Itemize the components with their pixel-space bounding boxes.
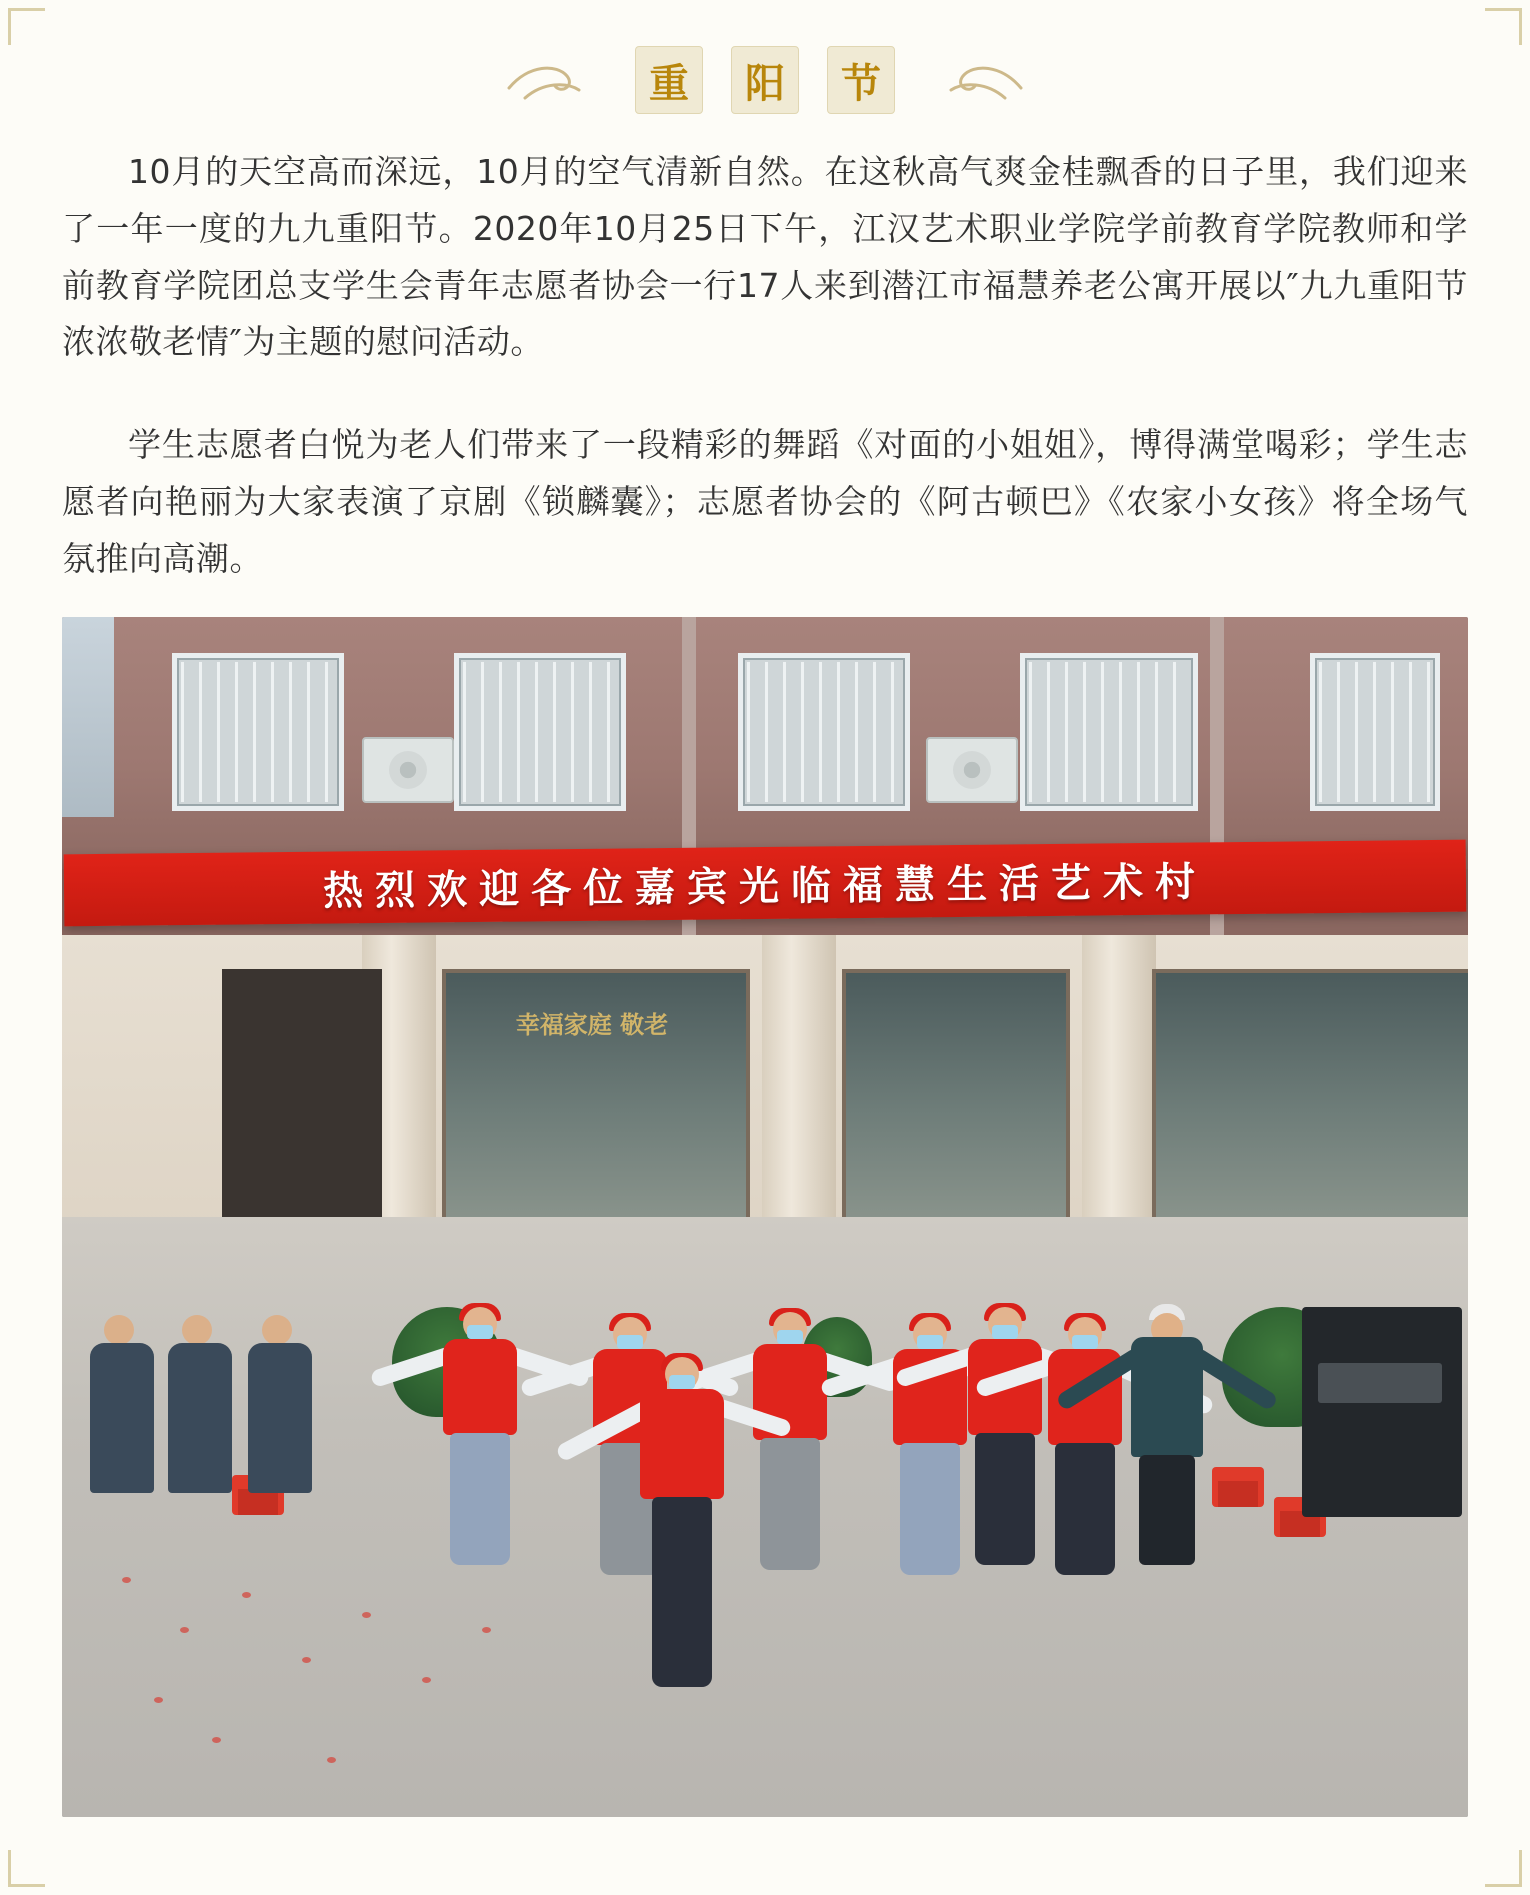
performer-legs [652,1497,712,1687]
performer-legs [975,1433,1035,1565]
swirl-ornament-left-icon [505,54,609,106]
corner-ornament-top-right [1485,8,1522,45]
title-char-3: 节 [827,46,895,114]
facade-pillar [762,935,836,1235]
red-volunteer-vest [640,1389,724,1499]
performer-legs [900,1443,960,1575]
building-window [1310,653,1440,811]
audience-person [90,1343,154,1493]
face-mask [1072,1335,1098,1349]
building-window [738,653,910,811]
face-mask [617,1335,643,1349]
facade-pillar [1082,935,1156,1235]
lead-dancer [627,1357,737,1687]
building-window [454,653,626,811]
red-volunteer-vest [443,1339,517,1435]
article-body [0,126,1530,1895]
paragraph-1: 10月的天空高而深远，10月的空气清新自然。在这秋高气爽金桂飘香的日子里，我们迎来了一年一度的九九重阳节。2020年10月25日下午，江汉艺术职业学院学前教育学院教师和学前教育学院团总支学生会青年志愿者协会一行17人来到潜江市福慧养老公寓开展以″九九重阳节 浓浓敬老情″为主题的慰问活动。 [62,152,1468,362]
air-conditioner-unit [926,737,1018,803]
volunteer-performer [742,1312,838,1592]
volunteer-performer [432,1307,528,1587]
sound-equipment [1302,1307,1462,1517]
welcome-banner [64,840,1467,927]
performer-legs [450,1433,510,1565]
door-sign-text: 幸福家庭 敬老 [515,1010,669,1040]
corner-ornament-bottom-left [8,1850,45,1887]
title-char-2: 阳 [731,46,799,114]
audience-head [182,1315,212,1345]
face-mask [777,1330,803,1344]
face-mask [669,1375,695,1389]
elderly-resident [1117,1307,1217,1587]
performer-legs [760,1438,820,1570]
building-window [1020,653,1198,811]
glass-window-wall [842,969,1070,1227]
performer-legs [1055,1443,1115,1575]
welcome-banner-text: 热烈欢迎各位嘉宾光临福慧生活艺术村 [322,859,1208,915]
sky-patch [62,617,114,817]
audience-head [104,1315,134,1345]
corner-ornament-top-left [8,8,45,45]
entry-doorway [222,969,382,1219]
glass-window-wall [1152,969,1468,1227]
swirl-ornament-right-icon [921,54,1025,106]
resident-legs [1139,1455,1195,1565]
resident-body [1131,1337,1203,1457]
title-char-1: 重 [635,46,703,114]
corner-ornament-bottom-right [1485,1850,1522,1887]
paragraph-2: 学生志愿者白悦为老人们带来了一段精彩的舞蹈《对面的小姐姐》，博得满堂喝彩；学生志愿者向艳丽为大家表演了京剧《锁麟囊》；志愿者协会的《阿古顿巴》《农家小女孩》将全场气氛推向高潮。 [62,425,1468,578]
page-title [635,46,895,114]
face-mask [467,1325,493,1339]
face-mask [992,1325,1018,1339]
audience-head [262,1315,292,1345]
building-window [172,653,344,811]
audience-person [248,1343,312,1493]
audience-person [168,1343,232,1493]
air-conditioner-unit [362,737,454,803]
page-header [0,34,1530,126]
red-stool [1212,1467,1264,1507]
event-photo [62,617,1468,1817]
face-mask [917,1335,943,1349]
seated-audience-group [90,1307,320,1537]
